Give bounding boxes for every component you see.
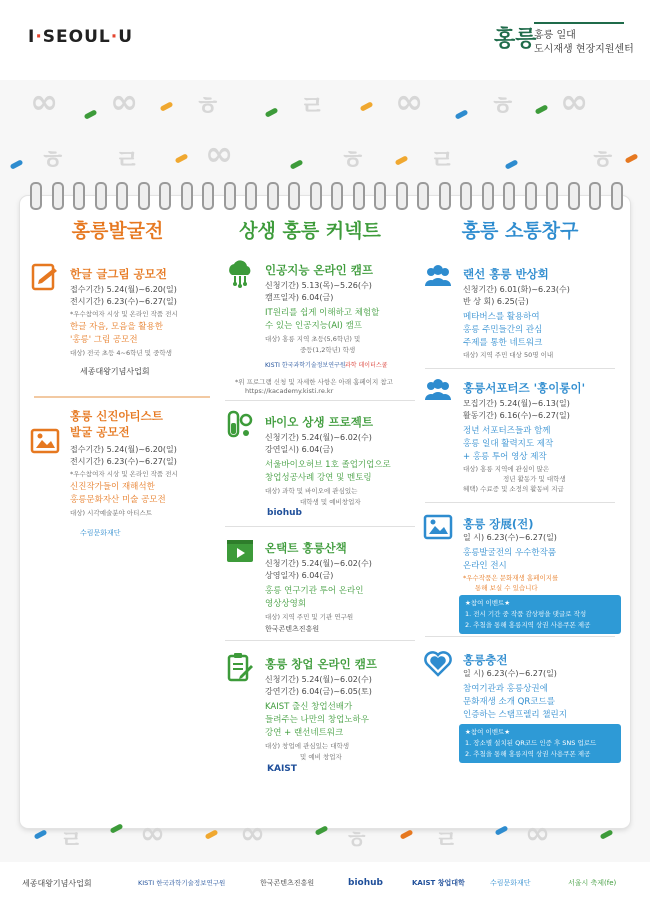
footer-logos [0,862,650,917]
deco-glyph-icon: ㅎ [590,146,616,176]
card-highlight: '홍릉' 그림 공모전 [70,335,138,345]
card-target: 대상) 전국 초등 4~6학년 및 중학생 [70,349,172,357]
binder-ring [288,182,300,210]
column-title-communication: 홍릉 소통창구 [461,220,579,242]
binder-ring [52,182,64,210]
card-target: 대상) 창업에 관심있는 대학생 [265,742,350,750]
deco-glyph-icon: ㅎ [340,146,366,176]
card-highlight: 메타버스를 활용하여 [463,312,540,322]
card-highlight: 강연 + 랜선네트워크 [265,728,344,738]
binder-ring [30,182,42,210]
deco-dash [505,159,519,170]
deco-infinity-icon: ∞ [30,82,59,122]
card-period: 신청기간) 5.13(목)~5.26(수) [265,281,372,290]
card-highlight: 창업성공사례 강연 및 멘토링 [265,473,372,483]
card-highlight: 홍릉문화자산 미술 공모전 [70,495,166,505]
card-title: 바이오 상생 프로젝트 [265,415,373,429]
seoul-logo-dot: · [110,27,119,47]
card-period: 일 시) 6.23(수)~6.27(일) [463,533,557,542]
deco-glyph-icon: ㄹ [300,92,326,122]
binder-ring [353,182,365,210]
binder-ring [245,182,257,210]
center-logo-bar [534,22,624,24]
card-target: 대상) 홍릉 지역에 관심이 많은 [463,465,550,473]
deco-glyph-icon: ㄹ [60,826,84,854]
binder-ring [73,182,85,210]
deco-dash [160,101,174,112]
footer-logo-surim: 수림문화재단 [490,879,531,887]
center-logo-mark: 홍릉 [494,27,537,52]
footer-logo-biohub: biohub [348,878,383,888]
binder-ring [482,182,494,210]
deco-dash [290,159,304,170]
divider [225,400,415,401]
card-highlight: 홍릉 일대 활력지도 제작 [463,439,554,449]
card-note: *우수참여자 시상 및 온라인 작품 전시 [70,310,178,318]
footer-logo-festival: 서울시 축제(fe) [568,879,617,887]
card-title: 인공지능 온라인 캠프 [265,263,373,277]
column-title-discovery: 홍릉발굴전 [71,220,164,242]
deco-dash [10,159,24,170]
footer-logo-kisti: KISTI 한국과학기술정보연구원 [138,879,226,887]
card-highlight: 신진작가들이 재해석한 [70,482,155,492]
deco-infinity-icon: ∞ [110,82,139,122]
card-period: 일 시) 6.23(수)~6.27(일) [463,669,557,678]
divider [34,396,210,398]
deco-dash [34,829,48,840]
deco-dash [535,104,549,115]
deco-glyph-icon: ㄹ [435,826,459,854]
deco-infinity-icon: ∞ [560,82,589,122]
card-highlight: KAIST 출신 창업선배가 [265,702,353,712]
card-title: 발굴 공모전 [70,425,130,439]
card-ontact-walk [225,536,415,631]
card-highlight: 홍릉발굴전의 우수한작품 [463,548,557,558]
deco-infinity-icon: ∞ [525,816,550,851]
card-title: 홍릉 장展(전) [463,517,534,531]
footer-logo-kaist: KAIST 창업대학 [412,879,465,887]
deco-glyph-icon: ㅎ [40,146,66,176]
card-target: 대학생 및 예비창업자 [300,498,361,506]
card-period: 접수기간) 5.24(월)~6.20(일) [70,445,177,454]
card-period: 상영일자) 6.04(금) [265,571,334,580]
biohub-logo: biohub [267,508,302,518]
deco-dash [600,829,614,840]
binder-ring [460,182,472,210]
event-item: 1. 전시 기간 중 작품 감상평을 댓글로 작성 [465,610,587,618]
card-highlight: 들려주는 나만의 창업노하우 [265,715,369,725]
deco-infinity-icon: ∞ [205,134,234,174]
card-benefit: 혜택) 수료증 및 소정의 활동비 지급 [463,485,564,493]
divider [225,640,415,641]
deco-glyph-icon: ㅎ [490,92,516,122]
card-note: *우수참여자 시상 및 온라인 작품 전시 [70,470,178,478]
card-highlight: 홍릉 주민들간의 관심 [463,325,543,335]
deco-dash [400,829,414,840]
binder-ring [95,182,107,210]
card-online-meeting [423,262,623,362]
sejong-logo: 세종대왕기념사업회 [80,367,150,376]
card-period: 신청기간) 6.01(화)~6.23(수) [463,285,570,294]
divider [425,368,615,369]
test-tube-icon [225,410,255,440]
event-item: 2. 추첨을 통해 홍릉지역 상권 사용쿠폰 제공 [465,750,591,758]
deco-dash [455,109,469,120]
card-note: 통해 보실 수 있습니다 [475,584,538,592]
footer-logo-sejong: 세종대왕기념사업회 [22,879,92,888]
card-period: 강연일시) 6.04(금) [265,445,334,454]
card-target: 대상) 홍릉 지역 초등(5,6학년) 및 [265,335,361,343]
card-charging [423,648,623,778]
card-target: 및 예비 창업자 [300,753,342,761]
deco-dash [110,823,124,834]
card-title: 랜선 홍릉 반상회 [463,267,549,281]
card-period: 모집기간) 5.24(월)~6.13(일) [463,399,570,408]
deco-glyph-icon: ㄹ [115,146,141,176]
card-artist-contest [30,404,210,554]
card-title: 홍릉 창업 온라인 캠프 [265,657,377,671]
event-box [459,724,621,763]
card-url: https://kacademy.kisti.re.kr [245,387,334,395]
card-period: 전시기간) 6.23(수)~6.27(일) [70,457,177,466]
card-title: 홍릉서포터즈 '홍이롱이' [463,381,586,395]
deco-dash [175,153,189,164]
card-hangul-contest [30,262,210,392]
deco-dash [395,155,409,166]
seoul-logo-u: U [118,27,134,47]
binder-ring [611,182,623,210]
card-target: 정년 활동가 및 대학생 [503,475,566,483]
divider [425,636,615,637]
event-item: 2. 추첨을 통해 홍릉지역 상권 사용쿠폰 제공 [465,621,591,629]
card-period: 전시기간) 6.23(수)~6.27(일) [70,297,177,306]
column-title-connect: 상생 홍릉 커넥트 [239,220,381,242]
card-title: 홍릉충전 [463,653,508,667]
center-logo-line1: 홍릉 일대 [534,30,576,41]
card-bio-project [225,410,415,520]
card-highlight: 온라인 전시 [463,561,507,571]
card-period: 강연기간) 6.04(금)~6.05(토) [265,687,372,696]
binder-ring [525,182,537,210]
card-highlight: 참여기관과 홍릉상권에 [463,684,548,694]
card-period: 신청기간) 5.24(월)~6.02(수) [265,559,372,568]
card-highlight: + 홍릉 투어 영상 제작 [463,452,547,462]
deco-dash [84,109,98,120]
card-period: 캠프일자) 6.04(금) [265,293,334,302]
card-period: 활동기간) 6.16(수)~6.27(일) [463,411,570,420]
card-highlight: 서울바이오허브 1호 졸업기업으로 [265,460,391,470]
card-highlight: 주제를 통한 네트워크 [463,338,543,348]
card-highlight: 한글 자음, 모음을 활용한 [70,322,163,332]
binder-ring [224,182,236,210]
binder-ring [417,182,429,210]
binder-ring [568,182,580,210]
header-bar [0,0,650,80]
card-period: 신청기간) 5.24(월)~6.02(수) [265,433,372,442]
binder-ring [503,182,515,210]
data-school-logo: 과학 데이터스쿨 [345,362,388,369]
card-period: 접수기간) 5.24(월)~6.20(일) [70,285,177,294]
center-logo-line2: 도시재생 현장지원센터 [534,44,634,55]
picture-frame-icon [423,512,453,542]
deco-dash [495,825,509,836]
deco-infinity-icon: ∞ [240,816,265,851]
card-note: *위 프로그램 신청 및 자세한 사항은 아래 홈페이지 참고 [235,378,393,386]
heart-icon [423,648,453,678]
binder-ring [396,182,408,210]
card-highlight: 수 있는 인공지능(AI) 캠프 [265,321,362,331]
card-highlight: 인증하는 스탬프렐리 챌린지 [463,710,567,720]
card-startup-camp [225,652,415,782]
binder-ring [546,182,558,210]
card-highlight: 영상상영회 [265,599,307,609]
people-group-icon [423,262,453,292]
binder-ring [439,182,451,210]
card-title: 온택트 홍릉산책 [265,541,347,555]
card-period: 신청기간) 5.24(월)~6.02(수) [265,675,372,684]
card-exhibition [423,512,623,627]
card-target: 대상) 지역 주민 대상 50명 이내 [463,351,554,359]
kocca-logo: 한국콘텐츠진흥원 [265,625,320,633]
divider [425,502,615,503]
card-title: 홍릉 신진아티스트 [70,409,163,423]
picture-frame-icon [30,426,60,456]
people-group-icon [423,376,453,406]
event-title: ★참여 이벤트★ [465,599,511,607]
deco-dash [205,829,219,840]
cloud-network-icon [225,258,255,288]
deco-dash [315,825,329,836]
binder-ring [374,182,386,210]
binder-ring [589,182,601,210]
event-title: ★참여 이벤트★ [465,728,511,736]
deco-dash [625,153,639,164]
binder-ring [310,182,322,210]
card-target: 대상) 지역 주민 및 기관 연구원 [265,613,354,621]
card-target: 대상) 시각예술분야 아티스트 [70,509,153,517]
binder-ring [267,182,279,210]
binder-ring [331,182,343,210]
card-note: *우수작품은 문화재생 홈페이지를 [463,574,559,582]
kisti-logo: KISTI 한국과학기술정보연구원 [265,362,346,369]
card-highlight: 정년 서포터즈들과 함께 [463,426,551,436]
card-target: 중등(1,2학년) 학생 [300,346,356,354]
event-box [459,595,621,634]
clipboard-icon [225,652,255,682]
card-highlight: 홍릉 연구기관 투어 온라인 [265,586,364,596]
card-highlight: IT원리를 쉽게 이해하고 체험할 [265,308,380,318]
binder-ring [116,182,128,210]
video-player-icon [225,536,255,566]
deco-dash [360,101,374,112]
binder-ring [138,182,150,210]
card-highlight: 문화재생 소개 QR코드를 [463,697,555,707]
divider [225,526,415,527]
card-period: 반 상 회) 6.25(금) [463,297,529,306]
footer-logo-kocca: 한국콘텐츠진흥원 [260,879,315,887]
deco-infinity-icon: ∞ [140,816,165,851]
card-title: 한글 글그림 공모전 [70,267,167,281]
binder-ring [181,182,193,210]
deco-infinity-icon: ∞ [395,82,424,122]
deco-glyph-icon: ㄹ [430,146,456,176]
card-ai-camp [225,258,415,398]
event-item: 1. 장소별 설치된 QR코드 인증 후 SNS 업로드 [465,739,597,747]
binder-ring [159,182,171,210]
deco-glyph-icon: ㅎ [345,826,369,854]
card-supporters [423,376,623,496]
surim-logo: 수림문화재단 [80,529,121,537]
deco-dash [265,107,279,118]
seoul-logo [28,27,133,47]
kaist-logo: KAIST [267,764,297,774]
seoul-logo-dot: · [35,27,43,47]
card-target: 대상) 과학 및 바이오에 관심있는 [265,487,358,495]
pencil-paper-icon [30,262,60,292]
binder-rings [20,182,630,212]
deco-glyph-icon: ㅎ [195,92,221,122]
seoul-logo-seoul: SEOUL [42,27,111,47]
seoul-logo-i: I [28,27,36,47]
center-logo [494,20,634,60]
binder-ring [202,182,214,210]
